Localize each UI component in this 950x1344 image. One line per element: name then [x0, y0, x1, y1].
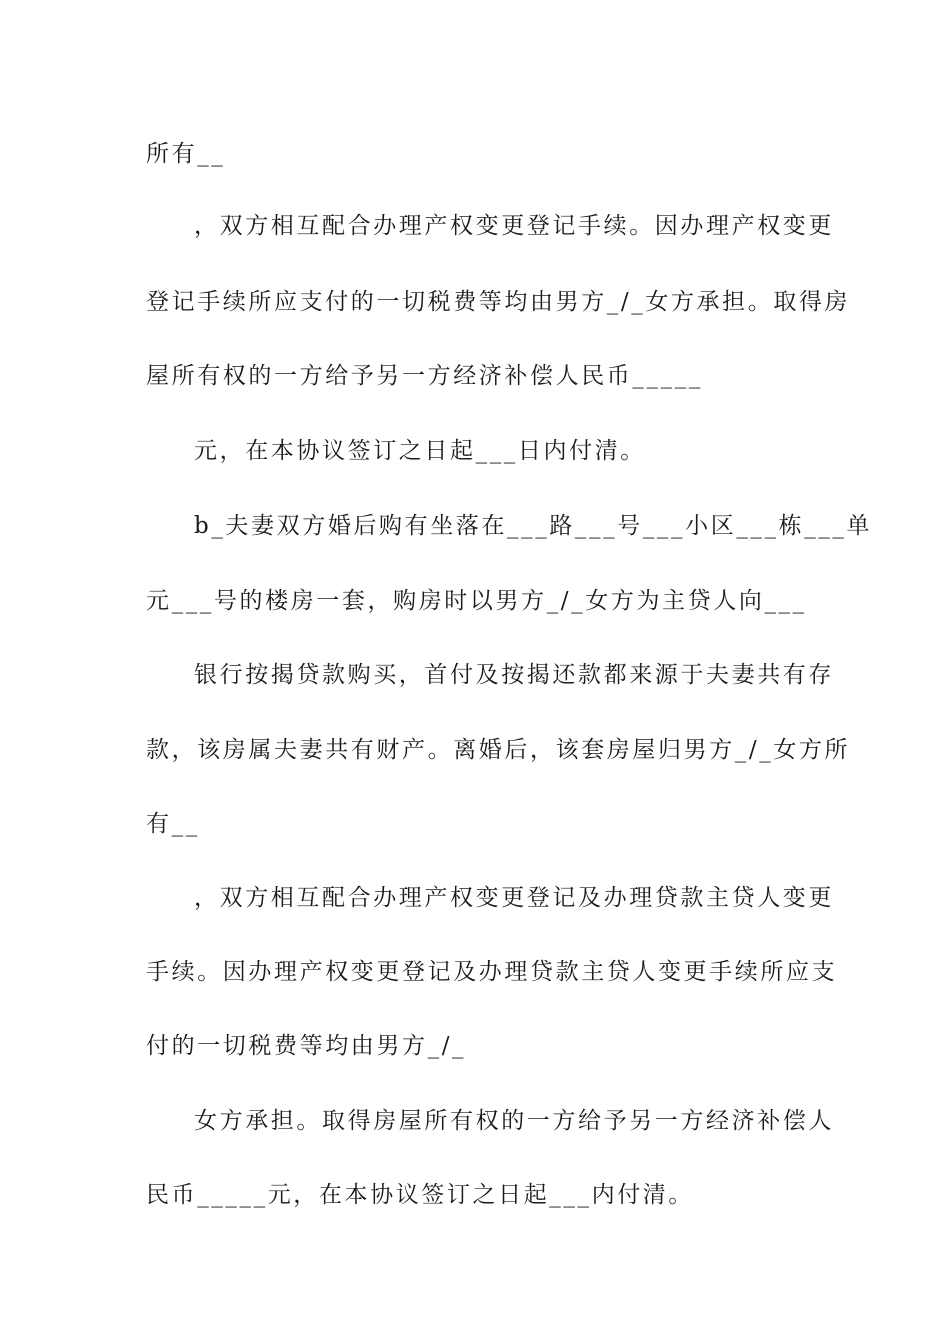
text-line: ，双方相互配合办理产权变更登记及办理贷款主贷人变更: [194, 885, 834, 911]
text-line: 银行按揭贷款购买，首付及按揭还款都来源于夫妻共有存: [194, 662, 834, 688]
text-line: 手续。因办理产权变更登记及办理贷款主贷人变更手续所应支: [146, 959, 838, 985]
text-line: 元___号的楼房一套，购房时以男方_/_女方为主贷人向___: [146, 588, 807, 614]
text-line: ，双方相互配合办理产权变更登记手续。因办理产权变更: [194, 213, 834, 239]
text-line: 所有__: [146, 141, 226, 167]
text-line: 有__: [146, 811, 200, 837]
text-line: 登记手续所应支付的一切税费等均由男方_/_女方承担。取得房: [146, 289, 851, 315]
text-line: 款，该房属夫妻共有财产。离婚后，该套房屋归男方_/_女方所: [146, 737, 851, 763]
text-line: 女方承担。取得房屋所有权的一方给予另一方经济补偿人: [194, 1108, 834, 1134]
text-line: b_夫妻双方婚后购有坐落在___路___号___小区___栋___单: [194, 513, 873, 539]
text-line: 屋所有权的一方给予另一方经济补偿人民币_____: [146, 363, 703, 389]
text-line: 元，在本协议签订之日起___日内付清。: [194, 438, 646, 464]
text-line: 付的一切税费等均由男方_/_: [146, 1033, 467, 1059]
text-line: 民币_____元，在本协议签订之日起___内付清。: [146, 1182, 694, 1208]
